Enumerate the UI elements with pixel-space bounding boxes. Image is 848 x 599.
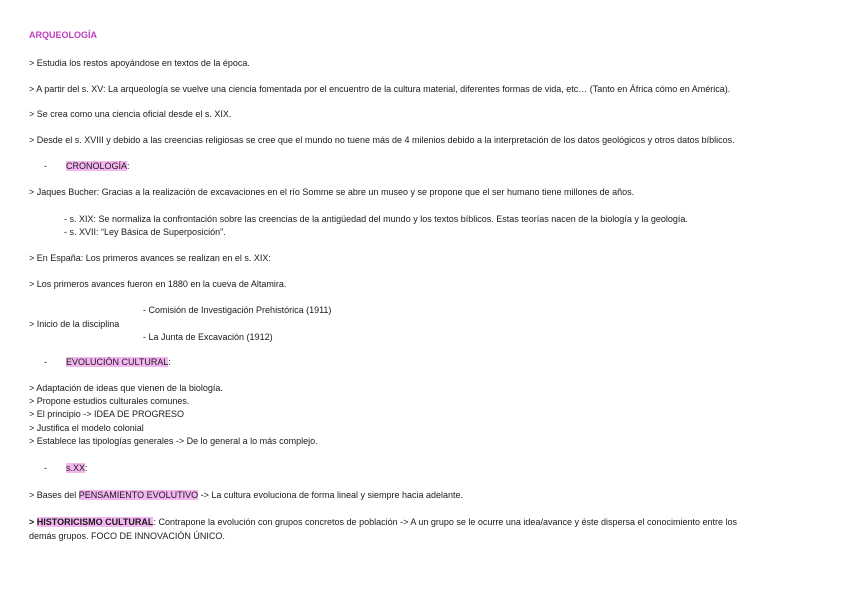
section-heading-label: CRONOLOGÍA [66,161,128,171]
pensamiento-evolutivo-line [29,490,463,501]
sub-item: - Comisión de Investigación Prehistórica (1911) [143,305,332,315]
text-suffix: -> La cultura evoluciona de forma lineal y siempre hacia adelante. [198,490,464,500]
bullet-dash: - [44,463,47,473]
text-line: > Establece las tipologías generales -> De lo general a lo más complejo. [29,436,318,446]
section-heading-evolucion [44,357,171,368]
colon: : [127,161,130,171]
bullet-dash: - [44,161,47,171]
text-line: > Estudia los restos apoyándose en textos de la época. [29,58,250,68]
text-prefix: > [29,517,37,527]
highlight-term: HISTORICISMO CULTURAL [36,517,154,527]
text-line: > Propone estudios culturales comunes. [29,396,190,406]
sub-item: - La Junta de Excavación (1912) [143,332,273,342]
colon: : [85,463,88,473]
sub-bullet: - s. XIX: Se normaliza la confrontación sobre las creencias de la antigüedad del mundo y los textos bíblicos. Estas teorías nacen de la biología y la geología. [64,214,688,224]
historicismo-line [29,517,737,528]
text-line: > Jaques Bucher: Gracias a la realización de excavaciones en el río Somme se abre un museo y se propone que el ser humano tiene millones de años. [29,187,635,197]
colon: : [168,357,171,367]
section-heading-label: s.XX [66,463,86,473]
text-line: > A partir del s. XV: La arqueología se vuelve una ciencia fomentada por el encuentro de la cultura material, diferentes formas de vida, etc… (Tanto en África cómo en América). [29,84,731,94]
text-line: > En España: Los primeros avances se realizan en el s. XIX: [29,253,271,263]
text-suffix: : Contrapone la evolución con grupos concretos de población -> A un grupo se le ocurre una idea/avance y éste dispersa el conocimiento entre los [153,517,738,527]
document-title: ARQUEOLOGÍA [29,30,98,40]
section-heading-label: EVOLUCIÓN CULTURAL [66,357,169,367]
section-heading-cronologia [44,161,130,172]
text-prefix: > Bases del [29,490,79,500]
sub-bullet: - s. XVII: “Ley Básica de Superposición”. [64,227,226,237]
bullet-dash: - [44,357,47,367]
text-line: > Adaptación de ideas que vienen de la biología. [29,383,223,393]
text-line: > Desde el s. XVIII y debido a las creencias religiosas se cree que el mundo no tuene más de 4 milenios debido a la interpretación de los datos geológicos y otros datos bíblicos. [29,135,735,145]
text-line: demás grupos. FOCO DE INNOVACIÓN ÚNICO. [29,531,225,541]
highlight-term: PENSAMIENTO EVOLUTIVO [78,490,199,500]
text-line: > Los primeros avances fueron en 1880 en la cueva de Altamira. [29,279,287,289]
text-line: > Justifica el modelo colonial [29,423,144,433]
text-line: > Se crea como una ciencia oficial desde el s. XIX. [29,109,232,119]
text-line: > El principio -> IDEA DE PROGRESO [29,409,185,419]
section-heading-sxx [44,463,88,474]
text-line: > Inicio de la disciplina [29,319,120,329]
